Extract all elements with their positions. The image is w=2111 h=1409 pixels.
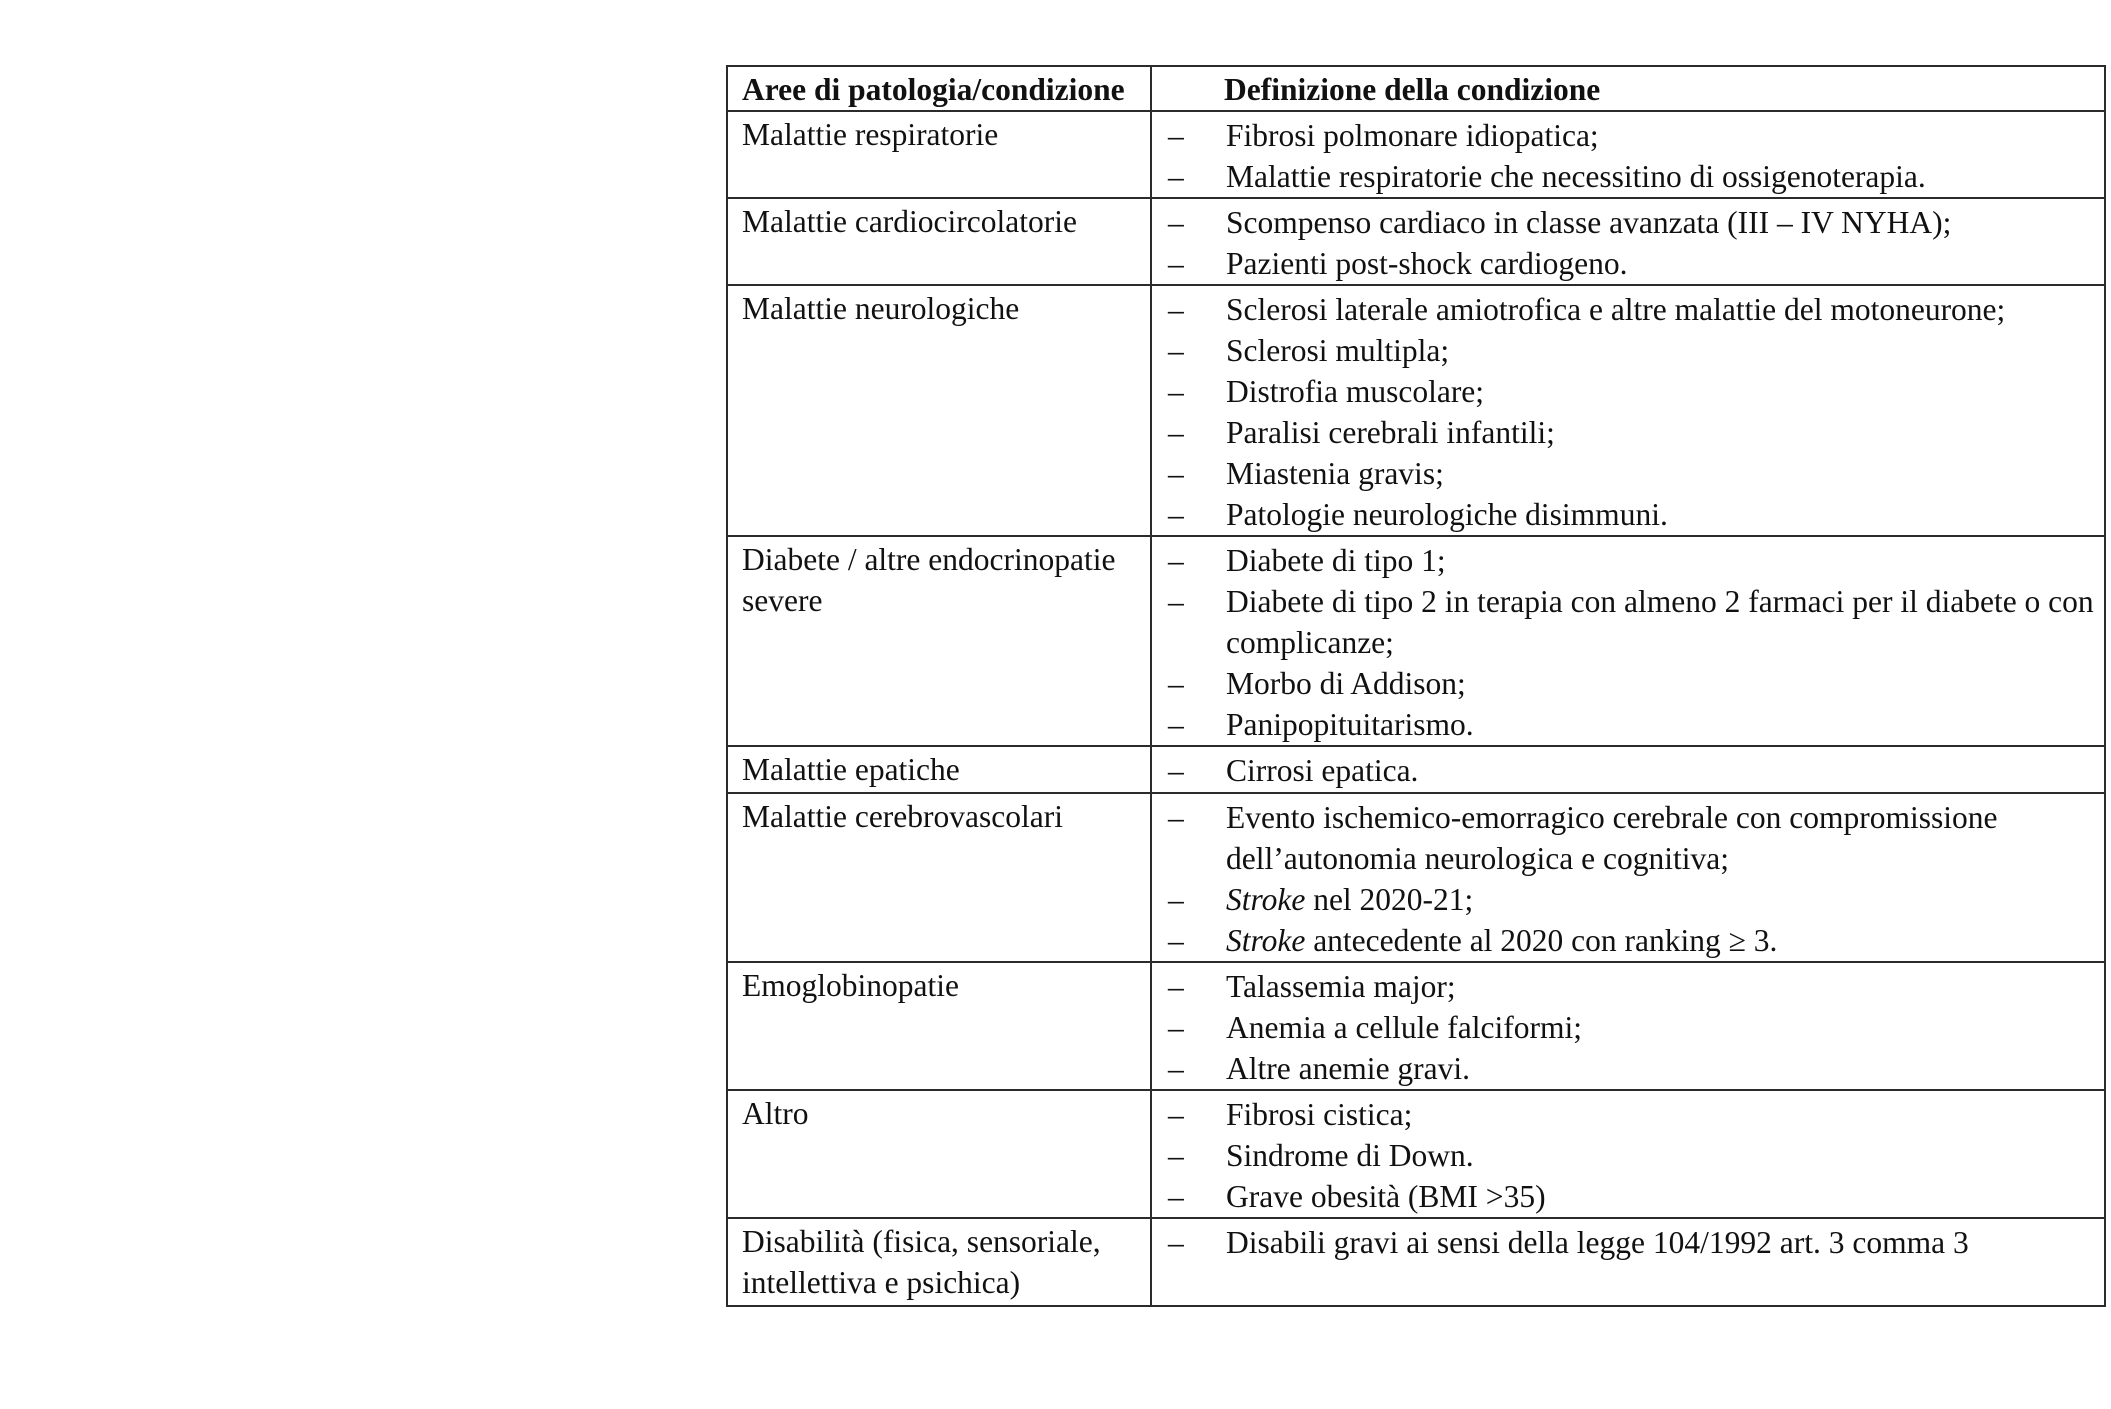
- list-dash: –: [1168, 1225, 1184, 1260]
- definition-list: [1166, 289, 2094, 535]
- definition-cell: [1151, 793, 2105, 962]
- list-item-text: Distrofia muscolare;: [1226, 374, 1485, 409]
- table-row: [727, 962, 2105, 1090]
- list-item-text: Disabili gravi ai sensi della legge 104/1992 art. 3 comma 3: [1226, 1225, 1969, 1260]
- list-item-text: Pazienti post-shock cardiogeno.: [1226, 246, 1628, 281]
- list-item-text: Fibrosi cistica;: [1226, 1097, 1413, 1132]
- table-row: [727, 198, 2105, 285]
- list-dash: –: [1168, 584, 1184, 619]
- definition-list: [1166, 115, 2094, 197]
- list-dash: –: [1168, 246, 1184, 281]
- list-dash: –: [1168, 159, 1184, 194]
- list-item: [1166, 453, 2094, 494]
- list-dash: –: [1168, 666, 1184, 701]
- list-item: [1166, 540, 2094, 581]
- list-dash: –: [1168, 205, 1184, 240]
- list-item-rest: antecedente al 2020 con ranking ≥ 3.: [1305, 923, 1778, 958]
- list-item: [1166, 581, 2094, 663]
- conditions-table: [726, 65, 2106, 1307]
- list-item-text: Altre anemie gravi.: [1226, 1051, 1471, 1086]
- area-cell: Malattie respiratorie: [727, 111, 1151, 198]
- list-dash: –: [1168, 969, 1184, 1004]
- list-item-text: Miastenia gravis;: [1226, 456, 1444, 491]
- list-item-text: Sclerosi multipla;: [1226, 333, 1450, 368]
- area-cell: Disabilità (fisica, sensoriale, intellettiva e psichica): [727, 1218, 1151, 1306]
- header-definition: Definizione della condizione: [1151, 66, 2105, 111]
- area-cell: Emoglobinopatie: [727, 962, 1151, 1090]
- list-dash: –: [1168, 800, 1184, 835]
- list-item: [1166, 1222, 2094, 1263]
- definition-cell: [1151, 198, 2105, 285]
- table-row: [727, 793, 2105, 962]
- list-item: [1166, 920, 2094, 961]
- list-item: [1166, 704, 2094, 745]
- definition-list: [1166, 750, 2094, 791]
- list-item: [1166, 289, 2094, 330]
- list-item-text: Grave obesità (BMI >35): [1226, 1179, 1546, 1214]
- definition-cell: [1151, 962, 2105, 1090]
- list-dash: –: [1168, 456, 1184, 491]
- list-dash: –: [1168, 1010, 1184, 1045]
- list-item-text: Patologie neurologiche disimmuni.: [1226, 497, 1668, 532]
- table-row: [727, 746, 2105, 793]
- list-item: [1166, 330, 2094, 371]
- definition-list: [1166, 1094, 2094, 1217]
- list-dash: –: [1168, 882, 1184, 917]
- list-item-rest: nel 2020-21;: [1305, 882, 1474, 917]
- list-item: [1166, 371, 2094, 412]
- list-item-text: Morbo di Addison;: [1226, 666, 1466, 701]
- list-dash: –: [1168, 1051, 1184, 1086]
- list-item: [1166, 1176, 2094, 1217]
- area-cell: Altro: [727, 1090, 1151, 1218]
- list-dash: –: [1168, 543, 1184, 578]
- list-item-text: Diabete di tipo 1;: [1226, 543, 1446, 578]
- list-item-text: Diabete di tipo 2 in terapia con almeno 2 farmaci per il diabete o con complicanze;: [1226, 584, 2094, 660]
- list-item-text: Panipopituitarismo.: [1226, 707, 1474, 742]
- list-item-text: Malattie respiratorie che necessitino di ossigenoterapia.: [1226, 159, 1926, 194]
- list-dash: –: [1168, 923, 1184, 958]
- header-area: Aree di patologia/condizione: [727, 66, 1151, 111]
- area-cell: Diabete / altre endocrinopatie severe: [727, 536, 1151, 746]
- definition-cell: [1151, 746, 2105, 793]
- list-item-text: [1226, 879, 2094, 920]
- list-item: [1166, 1048, 2094, 1089]
- list-item: [1166, 663, 2094, 704]
- list-item-text: Talassemia major;: [1226, 969, 1456, 1004]
- definition-cell: [1151, 536, 2105, 746]
- definition-list: [1166, 202, 2094, 284]
- list-item: [1166, 1007, 2094, 1048]
- list-item-text: Sindrome di Down.: [1226, 1138, 1474, 1173]
- italic-term: Stroke: [1226, 882, 1306, 917]
- list-dash: –: [1168, 415, 1184, 450]
- list-item-text: Evento ischemico-emorragico cerebrale con compromissione dell’autonomia neurologica e cognitiva;: [1226, 800, 1998, 876]
- table-row: [727, 536, 2105, 746]
- definition-list: [1166, 540, 2094, 745]
- list-item-text: Cirrosi epatica.: [1226, 753, 1419, 788]
- list-item: [1166, 750, 2094, 791]
- list-item: [1166, 1135, 2094, 1176]
- list-item: [1166, 966, 2094, 1007]
- definition-list: [1166, 966, 2094, 1089]
- list-dash: –: [1168, 1138, 1184, 1173]
- list-dash: –: [1168, 118, 1184, 153]
- list-item: [1166, 115, 2094, 156]
- table-header-row: [727, 66, 2105, 111]
- list-dash: –: [1168, 1097, 1184, 1132]
- list-item: [1166, 797, 2094, 879]
- list-dash: –: [1168, 497, 1184, 532]
- list-item-text: Fibrosi polmonare idiopatica;: [1226, 118, 1599, 153]
- list-item: [1166, 202, 2094, 243]
- definition-cell: [1151, 285, 2105, 536]
- list-item-text: Scompenso cardiaco in classe avanzata (III – IV NYHA);: [1226, 205, 1952, 240]
- table-body: [727, 111, 2105, 1306]
- list-item: [1166, 243, 2094, 284]
- list-dash: –: [1168, 292, 1184, 327]
- list-item: [1166, 412, 2094, 453]
- area-cell: Malattie cerebrovascolari: [727, 793, 1151, 962]
- list-dash: –: [1168, 333, 1184, 368]
- list-item: [1166, 156, 2094, 197]
- area-cell: Malattie neurologiche: [727, 285, 1151, 536]
- list-item: [1166, 494, 2094, 535]
- list-item: [1166, 1094, 2094, 1135]
- definition-cell: [1151, 111, 2105, 198]
- list-item: [1166, 879, 2094, 920]
- table-row: [727, 285, 2105, 536]
- list-dash: –: [1168, 374, 1184, 409]
- list-item-text: Paralisi cerebrali infantili;: [1226, 415, 1555, 450]
- table-row: [727, 111, 2105, 198]
- list-item-text: Sclerosi laterale amiotrofica e altre malattie del motoneurone;: [1226, 292, 2006, 327]
- table-row: [727, 1218, 2105, 1306]
- italic-term: Stroke: [1226, 923, 1306, 958]
- area-cell: Malattie epatiche: [727, 746, 1151, 793]
- definition-list: [1166, 797, 2094, 961]
- list-item-text: Anemia a cellule falciformi;: [1226, 1010, 1582, 1045]
- table-row: [727, 1090, 2105, 1218]
- area-cell: Malattie cardiocircolatorie: [727, 198, 1151, 285]
- definition-cell: [1151, 1090, 2105, 1218]
- list-dash: –: [1168, 1179, 1184, 1214]
- list-dash: –: [1168, 753, 1184, 788]
- list-dash: –: [1168, 707, 1184, 742]
- definition-list: [1166, 1222, 2094, 1263]
- list-item-text: [1226, 920, 2094, 961]
- definition-cell: [1151, 1218, 2105, 1306]
